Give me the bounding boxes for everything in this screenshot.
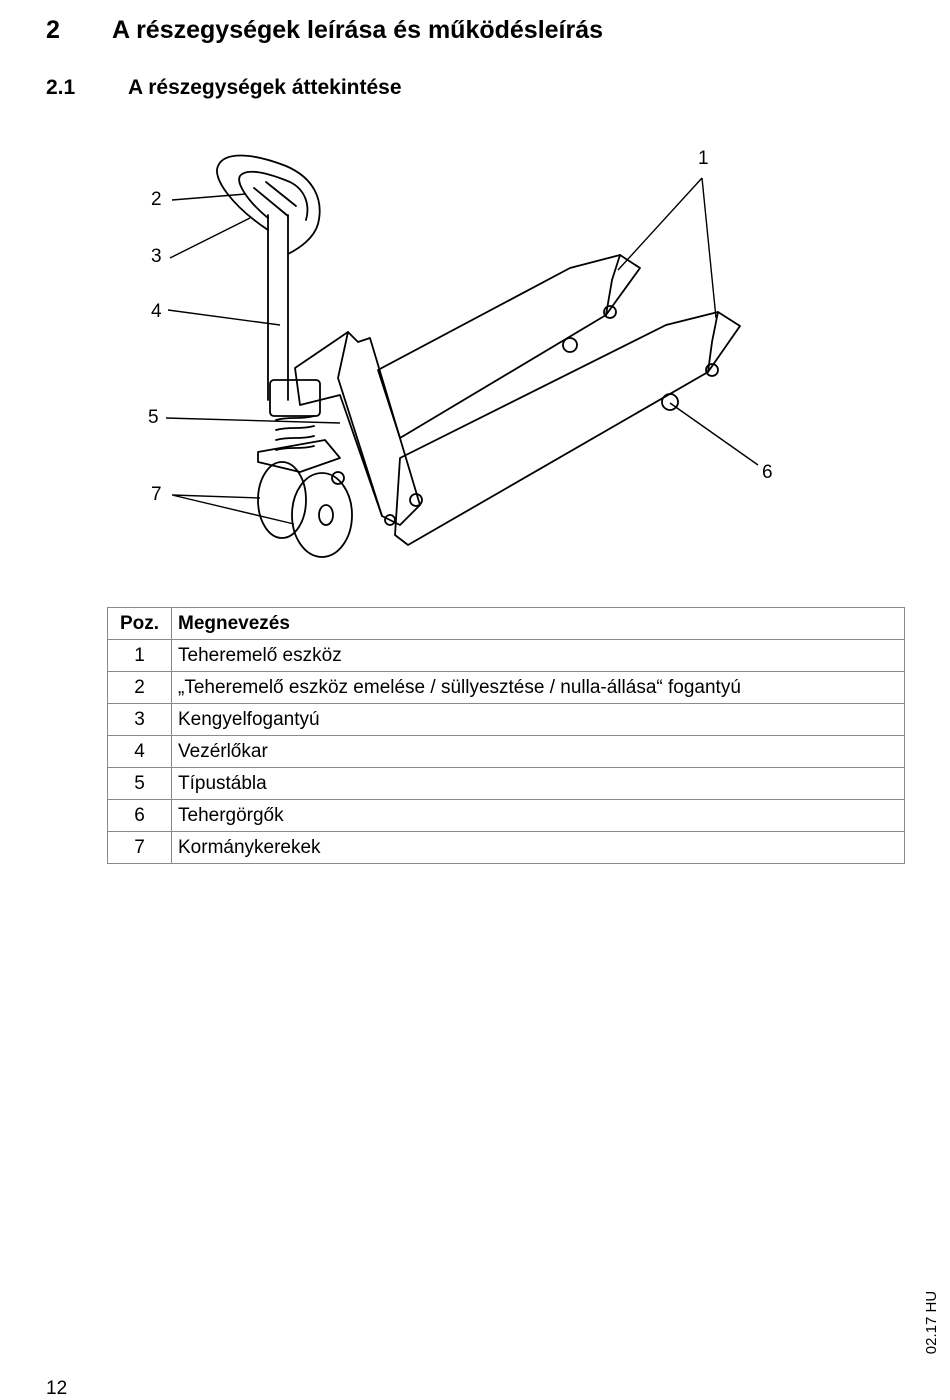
row-position: 2 <box>108 672 172 704</box>
pallet-truck-illustration <box>100 120 820 570</box>
page-number: 12 <box>46 1378 68 1399</box>
leader-5 <box>166 418 340 423</box>
row-name: Tehergörgők <box>172 800 905 832</box>
callout-2: 2 <box>151 189 162 210</box>
callout-5: 5 <box>148 407 159 428</box>
row-name: Típustábla <box>172 768 905 800</box>
column-header-name: Megnevezés <box>172 608 905 640</box>
row-name: Teheremelő eszköz <box>172 640 905 672</box>
row-position: 6 <box>108 800 172 832</box>
tiller-shaft <box>268 215 288 400</box>
leader-1 <box>618 178 716 318</box>
table-row <box>108 672 905 704</box>
row-position: 4 <box>108 736 172 768</box>
row-name: „Teheremelő eszköz emelése / süllyesztése / nulla-állása“ fogantyú <box>172 672 905 704</box>
steering-wheel-front <box>292 473 352 557</box>
row-position: 3 <box>108 704 172 736</box>
table-row <box>108 736 905 768</box>
subsection-heading <box>46 76 402 100</box>
fork-right <box>395 312 740 545</box>
callout-4: 4 <box>151 301 162 322</box>
lift-body <box>295 332 420 525</box>
table-header-row <box>108 608 905 640</box>
section-number: 2 <box>46 16 60 44</box>
table-row <box>108 832 905 864</box>
table-row <box>108 704 905 736</box>
section-title: A részegységek leírása és működésleírás <box>112 16 604 44</box>
row-position: 1 <box>108 640 172 672</box>
row-name: Vezérlőkar <box>172 736 905 768</box>
table-row <box>108 768 905 800</box>
fork-left <box>378 255 640 438</box>
row-name: Kormánykerekek <box>172 832 905 864</box>
callout-3: 3 <box>151 246 162 267</box>
row-position: 7 <box>108 832 172 864</box>
callout-7: 7 <box>151 484 162 505</box>
table-row <box>108 800 905 832</box>
column-header-position: Poz. <box>108 608 172 640</box>
table-row <box>108 640 905 672</box>
leader-6 <box>670 403 758 465</box>
document-code <box>921 1282 943 1362</box>
leader-3 <box>170 218 250 258</box>
subsection-number: 2.1 <box>46 76 76 99</box>
pallet-truck-drawing <box>100 120 820 570</box>
section-heading <box>46 16 603 45</box>
callout-1: 1 <box>698 148 709 169</box>
subsection-title: A részegységek áttekintése <box>128 76 402 99</box>
leader-2 <box>172 194 246 200</box>
leader-7 <box>172 495 294 524</box>
steering-wheel-rear <box>258 462 306 538</box>
row-name: Kengyelfogantyú <box>172 704 905 736</box>
callout-6: 6 <box>762 462 773 483</box>
row-position: 5 <box>108 768 172 800</box>
leader-4 <box>168 310 280 325</box>
document-code-text: 02.17 HU <box>923 1290 941 1354</box>
parts-table <box>107 607 905 864</box>
